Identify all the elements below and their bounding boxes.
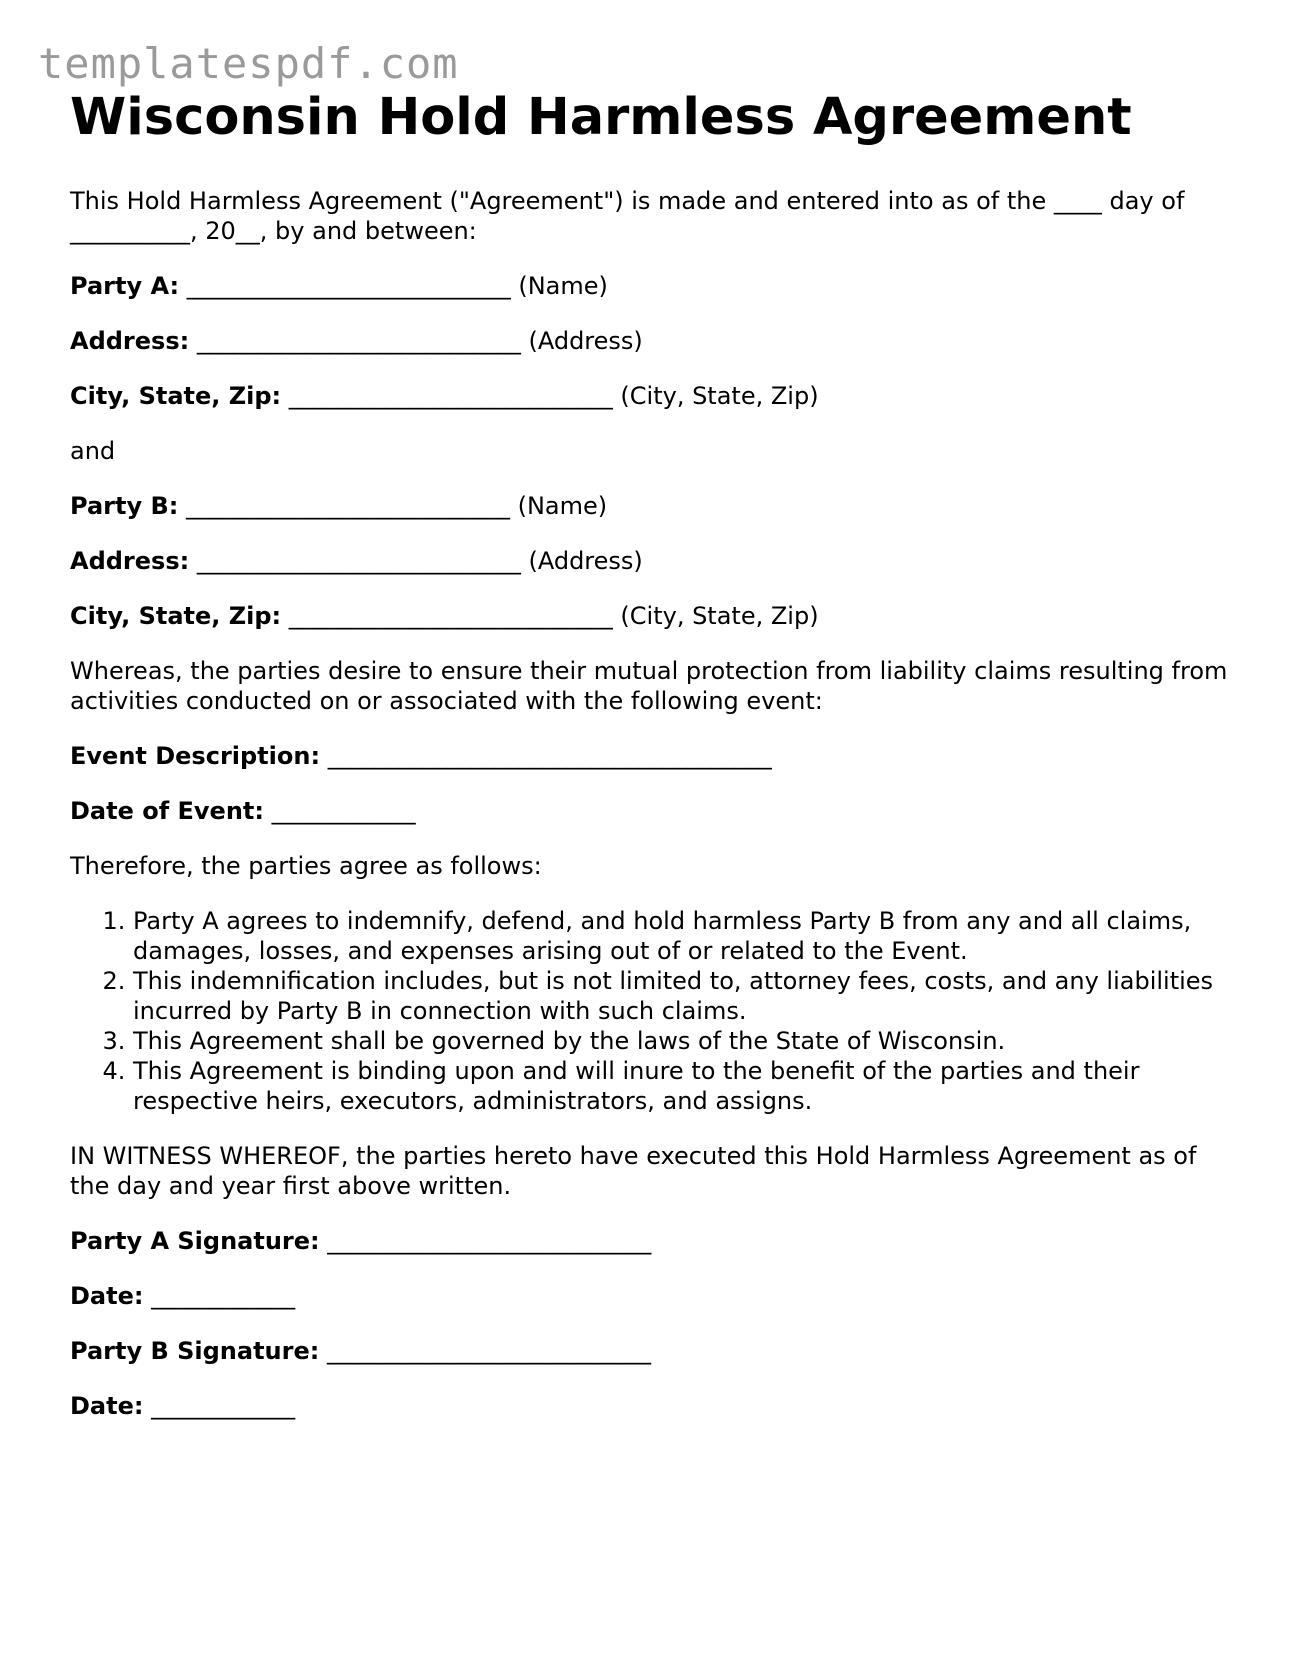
- party-b-signature-blank: ___________________________: [319, 1337, 651, 1365]
- party-a-name-blank: ___________________________ (Name): [179, 272, 608, 300]
- party-a-address-blank: ___________________________ (Address): [189, 327, 643, 355]
- event-description-blank: _____________________________________: [320, 742, 772, 770]
- watermark: templatespdf.com: [38, 39, 459, 88]
- witness-paragraph: IN WITNESS WHEREOF, the parties hereto have executed this Hold Harmless Agreement as of the day and year first above written.: [70, 1142, 1197, 1200]
- party-a-name-field: [70, 271, 1230, 301]
- and-separator: and: [70, 437, 116, 465]
- event-date-blank: ____________: [263, 797, 416, 825]
- party-a-city-blank: ___________________________ (City, State, Zip): [281, 382, 819, 410]
- terms-list: [70, 906, 1230, 1116]
- party-b-date-field: [70, 1391, 1230, 1421]
- party-b-city-label: City, State, Zip:: [70, 602, 282, 630]
- event-date-field: [70, 796, 1230, 826]
- party-b-address-blank: ___________________________ (Address): [189, 547, 643, 575]
- therefore-paragraph: Therefore, the parties agree as follows:: [70, 852, 542, 880]
- party-a-signature-field: [70, 1226, 1230, 1256]
- list-item: 4. This Agreement is binding upon and will inure to the benefit of the parties and their respective heirs, executors, administrators, and assigns.: [133, 1056, 1230, 1116]
- party-b-city-blank: ___________________________ (City, State, Zip): [281, 602, 819, 630]
- party-b-date-blank: ____________: [143, 1392, 296, 1420]
- party-a-address-label: Address:: [70, 327, 190, 355]
- party-b-city-field: [70, 601, 1230, 631]
- party-a-name-label: Party A:: [70, 272, 180, 300]
- party-a-city-field: [70, 381, 1230, 411]
- party-b-signature-field: [70, 1336, 1230, 1366]
- whereas-paragraph: Whereas, the parties desire to ensure their mutual protection from liability claims resulting from activities conducted on or associated with the following event:: [70, 657, 1228, 715]
- list-item: 3. This Agreement shall be governed by the laws of the State of Wisconsin.: [133, 1026, 1230, 1056]
- intro-paragraph: This Hold Harmless Agreement ("Agreement") is made and entered into as of the ____ day of __________, 20__, by and between:: [70, 187, 1185, 245]
- party-a-signature-blank: ___________________________: [319, 1227, 652, 1255]
- party-b-name-field: [70, 491, 1230, 521]
- event-date-label: Date of Event:: [70, 797, 264, 825]
- event-description-label: Event Description:: [70, 742, 321, 770]
- party-b-date-label: Date:: [70, 1392, 144, 1420]
- list-item: 1. Party A agrees to indemnify, defend, and hold harmless Party B from any and all claims, damages, losses, and expenses arising out of or related to the Event.: [133, 906, 1230, 966]
- party-b-address-field: [70, 546, 1230, 576]
- document: [70, 86, 1230, 1446]
- party-b-name-label: Party B:: [70, 492, 179, 520]
- party-b-name-blank: ___________________________ (Name): [178, 492, 608, 520]
- document-title: Wisconsin Hold Harmless Agreement: [70, 88, 1132, 147]
- event-description-field: [70, 741, 1230, 771]
- list-item: 2. This indemnification includes, but is not limited to, attorney fees, costs, and any liabilities incurred by Party B in connection with such claims.: [133, 966, 1230, 1026]
- party-a-address-field: [70, 326, 1230, 356]
- party-a-date-label: Date:: [70, 1282, 144, 1310]
- party-a-date-field: [70, 1281, 1230, 1311]
- party-a-date-blank: ____________: [143, 1282, 296, 1310]
- party-b-address-label: Address:: [70, 547, 190, 575]
- party-b-signature-label: Party B Signature:: [70, 1337, 320, 1365]
- party-a-city-label: City, State, Zip:: [70, 382, 282, 410]
- party-a-signature-label: Party A Signature:: [70, 1227, 320, 1255]
